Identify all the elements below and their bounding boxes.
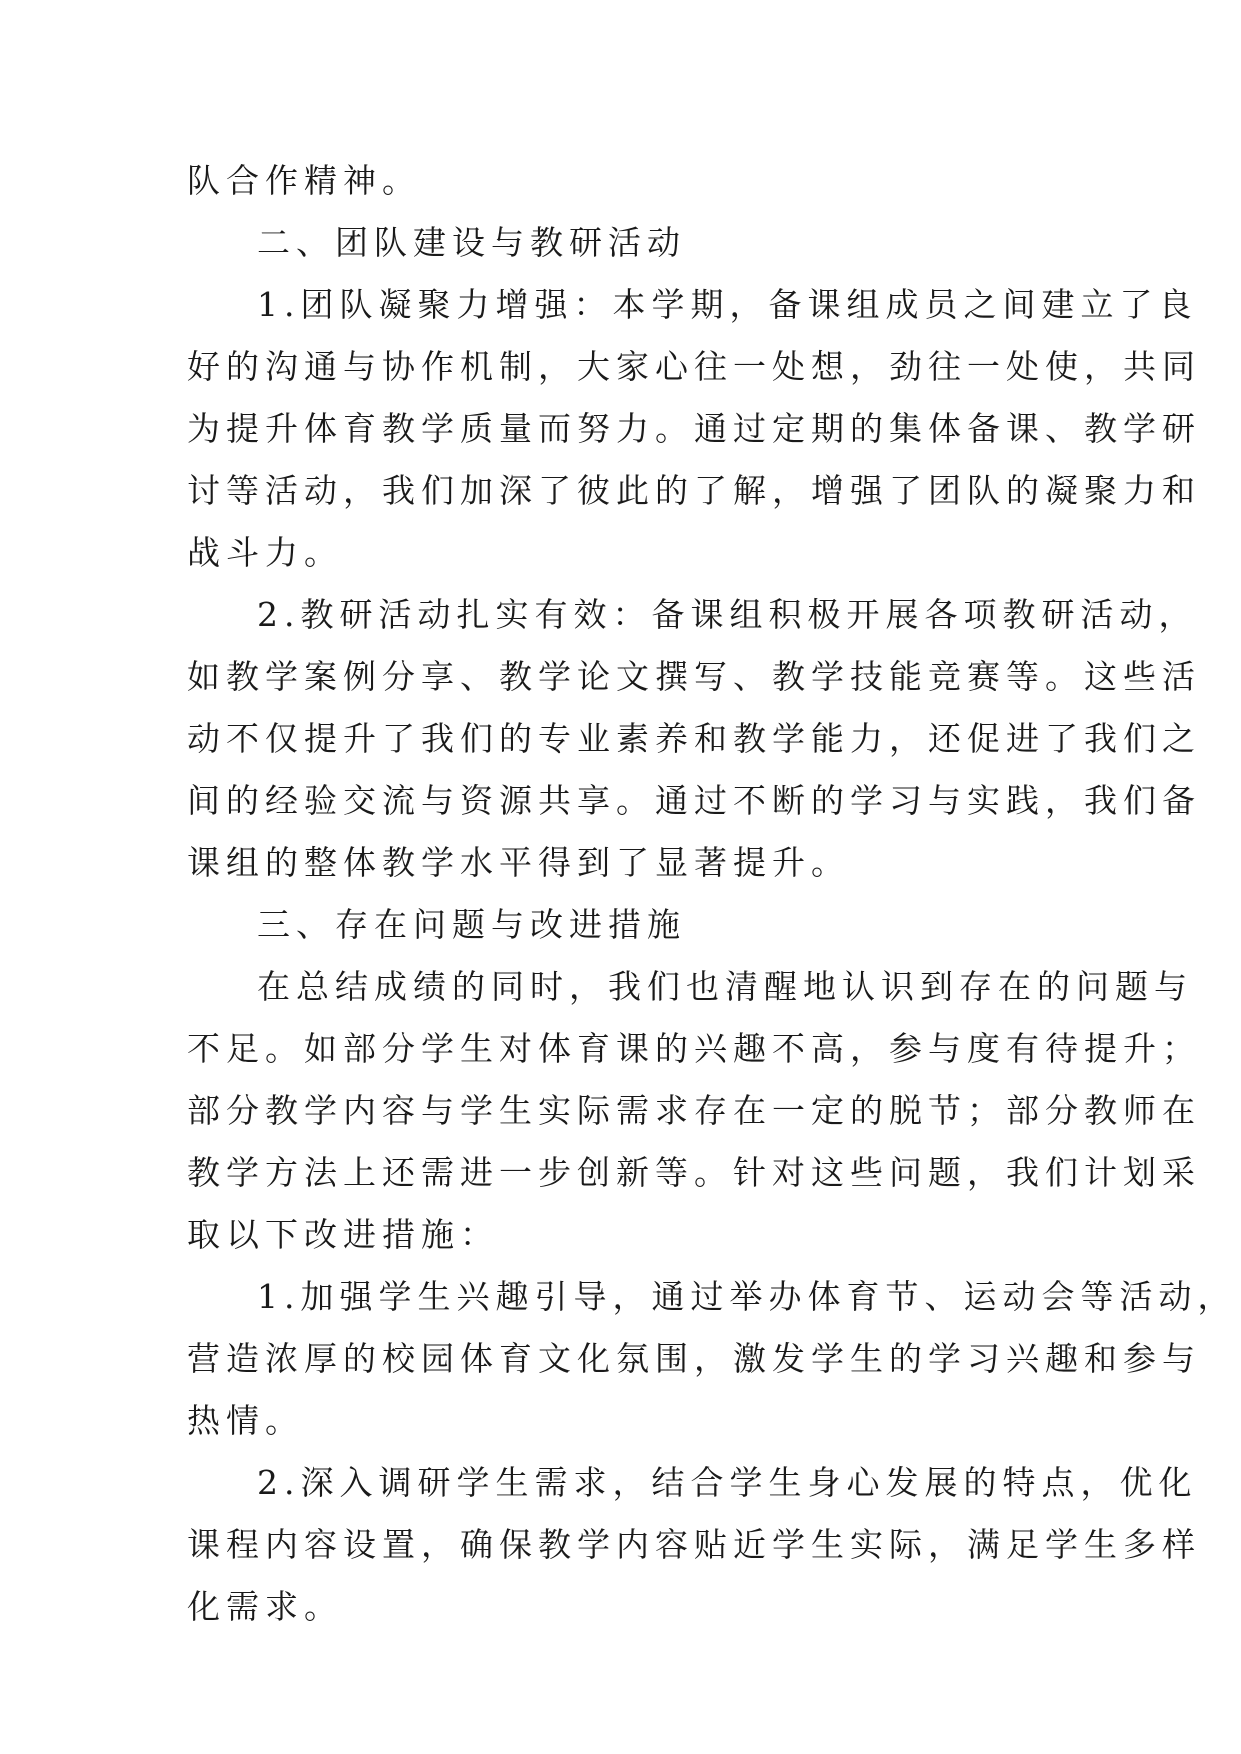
text-line: 1.团队凝聚力增强：本学期，备课组成员之间建立了良 — [257, 285, 1198, 324]
text-line: 1.加强学生兴趣引导，通过举办体育节、运动会等活动， — [257, 1277, 1237, 1316]
text-line: 2.教研活动扎实有效：备课组积极开展各项教研活动， — [257, 595, 1198, 634]
text-line: 如教学案例分享、教学论文撰写、教学技能竞赛等。这些活 — [187, 657, 1201, 696]
text-line: 讨等活动，我们加深了彼此的了解，增强了团队的凝聚力和 — [187, 471, 1201, 510]
text-line: 化需求。 — [187, 1587, 343, 1626]
text-line: 不足。如部分学生对体育课的兴趣不高，参与度有待提升； — [187, 1029, 1201, 1068]
text-line: 教学方法上还需进一步创新等。针对这些问题，我们计划采 — [187, 1153, 1201, 1192]
text-line: 营造浓厚的校园体育文化氛围，激发学生的学习兴趣和参与 — [187, 1339, 1201, 1378]
text-line: 课程内容设置，确保教学内容贴近学生实际，满足学生多样 — [187, 1525, 1201, 1564]
section-heading: 二、团队建设与教研活动 — [257, 223, 686, 262]
text-line: 在总结成绩的同时，我们也清醒地认识到存在的问题与 — [257, 967, 1193, 1006]
text-line: 战斗力。 — [187, 533, 343, 572]
text-line: 好的沟通与协作机制，大家心往一处想，劲往一处使，共同 — [187, 347, 1201, 386]
text-line: 动不仅提升了我们的专业素养和教学能力，还促进了我们之 — [187, 719, 1201, 758]
text-line: 2.深入调研学生需求，结合学生身心发展的特点，优化 — [257, 1463, 1198, 1502]
text-line: 取以下改进措施： — [187, 1215, 499, 1254]
text-line: 间的经验交流与资源共享。通过不断的学习与实践，我们备 — [187, 781, 1201, 820]
text-line: 热情。 — [187, 1401, 304, 1440]
document-body — [187, 150, 1237, 1638]
section-heading: 三、存在问题与改进措施 — [257, 905, 686, 944]
text-line: 队合作精神。 — [187, 161, 421, 200]
text-line: 为提升体育教学质量而努力。通过定期的集体备课、教学研 — [187, 409, 1201, 448]
text-line: 部分教学内容与学生实际需求存在一定的脱节；部分教师在 — [187, 1091, 1201, 1130]
text-line: 课组的整体教学水平得到了显著提升。 — [187, 843, 850, 882]
